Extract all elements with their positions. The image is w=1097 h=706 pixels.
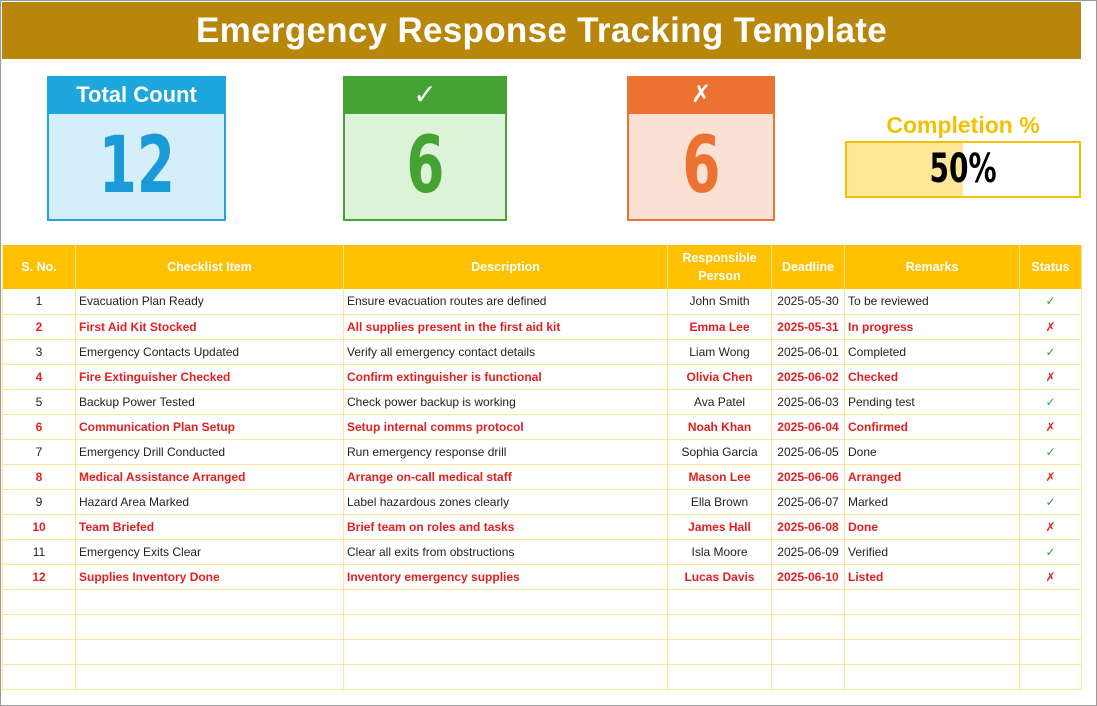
- cell-deadline[interactable]: 2025-05-31: [772, 314, 845, 339]
- total-count-body: [47, 114, 226, 221]
- empty-cell[interactable]: [3, 664, 76, 689]
- cell-deadline[interactable]: 2025-06-10: [772, 564, 845, 589]
- empty-cell[interactable]: [76, 589, 344, 614]
- empty-cell[interactable]: [772, 614, 845, 639]
- cell-sno[interactable]: 5: [3, 389, 76, 414]
- cell-sno[interactable]: 9: [3, 489, 76, 514]
- total-count-card: [47, 76, 226, 221]
- cell-description[interactable]: Brief team on roles and tasks: [344, 514, 668, 539]
- pending-count-body: [627, 114, 775, 221]
- status-cross-icon[interactable]: ✗: [1020, 464, 1082, 489]
- empty-cell[interactable]: [344, 639, 668, 664]
- empty-cell[interactable]: [1020, 639, 1082, 664]
- empty-cell[interactable]: [772, 639, 845, 664]
- cell-checklist-item[interactable]: Medical Assistance Arranged: [76, 464, 344, 489]
- completion-progress-bar: [845, 141, 1081, 198]
- empty-cell[interactable]: [668, 664, 772, 689]
- cell-remarks[interactable]: Completed: [845, 339, 1020, 364]
- cell-deadline[interactable]: 2025-06-08: [772, 514, 845, 539]
- cell-sno[interactable]: 11: [3, 539, 76, 564]
- cell-description[interactable]: Check power backup is working: [344, 389, 668, 414]
- table-header-row: [3, 245, 1082, 289]
- completion-value: 50%: [929, 146, 997, 192]
- status-check-icon[interactable]: ✓: [1020, 439, 1082, 464]
- table-row: [3, 464, 1082, 489]
- status-check-icon[interactable]: ✓: [1020, 389, 1082, 414]
- cell-responsible-person[interactable]: Ella Brown: [668, 489, 772, 514]
- pending-count-card: [627, 76, 775, 221]
- cell-sno[interactable]: 4: [3, 364, 76, 389]
- empty-row: [3, 639, 1082, 664]
- total-count-value: 12: [98, 121, 175, 211]
- page-title: Emergency Response Tracking Template: [2, 2, 1081, 59]
- empty-cell[interactable]: [668, 589, 772, 614]
- cell-sno[interactable]: 10: [3, 514, 76, 539]
- table-row: [3, 539, 1082, 564]
- cell-responsible-person[interactable]: Ava Patel: [668, 389, 772, 414]
- cell-checklist-item[interactable]: Fire Extinguisher Checked: [76, 364, 344, 389]
- cell-deadline[interactable]: 2025-06-06: [772, 464, 845, 489]
- cell-sno[interactable]: 2: [3, 314, 76, 339]
- cell-deadline[interactable]: 2025-06-09: [772, 539, 845, 564]
- table-row: [3, 489, 1082, 514]
- completed-count-body: [343, 114, 507, 221]
- empty-cell[interactable]: [344, 664, 668, 689]
- checklist-table: [2, 245, 1082, 690]
- table-row: [3, 314, 1082, 339]
- table-row: [3, 414, 1082, 439]
- cell-remarks[interactable]: Marked: [845, 489, 1020, 514]
- empty-cell[interactable]: [1020, 614, 1082, 639]
- total-count-label: Total Count: [47, 76, 226, 114]
- cell-description[interactable]: Ensure evacuation routes are defined: [344, 289, 668, 314]
- cell-sno[interactable]: 8: [3, 464, 76, 489]
- empty-cell[interactable]: [76, 614, 344, 639]
- cell-description[interactable]: Confirm extinguisher is functional: [344, 364, 668, 389]
- cell-deadline[interactable]: 2025-06-01: [772, 339, 845, 364]
- header-responsible-person[interactable]: Responsible Person: [668, 245, 772, 289]
- cell-remarks[interactable]: Verified: [845, 539, 1020, 564]
- cross-icon: ✗: [627, 76, 775, 114]
- empty-cell[interactable]: [3, 614, 76, 639]
- empty-cell[interactable]: [76, 664, 344, 689]
- cell-description[interactable]: Inventory emergency supplies: [344, 564, 668, 589]
- cell-checklist-item[interactable]: Team Briefed: [76, 514, 344, 539]
- cell-remarks[interactable]: Arranged: [845, 464, 1020, 489]
- pending-count-value: 6: [681, 121, 721, 211]
- check-icon: ✓: [343, 76, 507, 114]
- header-checklist-item[interactable]: Checklist Item: [76, 245, 344, 289]
- cell-checklist-item[interactable]: Hazard Area Marked: [76, 489, 344, 514]
- empty-row: [3, 664, 1082, 689]
- cell-description[interactable]: Run emergency response drill: [344, 439, 668, 464]
- table-row: [3, 439, 1082, 464]
- cell-description[interactable]: Arrange on-call medical staff: [344, 464, 668, 489]
- cell-responsible-person[interactable]: Olivia Chen: [668, 364, 772, 389]
- cell-sno[interactable]: 1: [3, 289, 76, 314]
- empty-row: [3, 589, 1082, 614]
- header-deadline[interactable]: Deadline: [772, 245, 845, 289]
- cell-sno[interactable]: 6: [3, 414, 76, 439]
- cell-responsible-person[interactable]: Sophia Garcia: [668, 439, 772, 464]
- empty-cell[interactable]: [845, 664, 1020, 689]
- status-cross-icon[interactable]: ✗: [1020, 514, 1082, 539]
- empty-cell[interactable]: [344, 614, 668, 639]
- status-check-icon[interactable]: ✓: [1020, 289, 1082, 314]
- cell-remarks[interactable]: To be reviewed: [845, 289, 1020, 314]
- empty-cell[interactable]: [668, 639, 772, 664]
- status-cross-icon[interactable]: ✗: [1020, 414, 1082, 439]
- cell-checklist-item[interactable]: Supplies Inventory Done: [76, 564, 344, 589]
- completion-label: Completion %: [886, 112, 1040, 138]
- empty-cell[interactable]: [76, 639, 344, 664]
- cell-responsible-person[interactable]: James Hall: [668, 514, 772, 539]
- empty-cell[interactable]: [772, 589, 845, 614]
- cell-checklist-item[interactable]: Evacuation Plan Ready: [76, 289, 344, 314]
- completed-count-card: [343, 76, 507, 221]
- table-row: [3, 514, 1082, 539]
- cell-responsible-person[interactable]: Noah Khan: [668, 414, 772, 439]
- cell-remarks[interactable]: Confirmed: [845, 414, 1020, 439]
- empty-cell[interactable]: [845, 639, 1020, 664]
- cell-remarks[interactable]: Listed: [845, 564, 1020, 589]
- cell-responsible-person[interactable]: John Smith: [668, 289, 772, 314]
- cell-sno[interactable]: 3: [3, 339, 76, 364]
- empty-row: [3, 614, 1082, 639]
- cell-remarks[interactable]: Pending test: [845, 389, 1020, 414]
- empty-cell[interactable]: [3, 639, 76, 664]
- empty-cell[interactable]: [344, 589, 668, 614]
- table-row: [3, 564, 1082, 589]
- cell-deadline[interactable]: 2025-06-04: [772, 414, 845, 439]
- cell-sno[interactable]: 12: [3, 564, 76, 589]
- header-sno[interactable]: S. No.: [3, 245, 76, 289]
- cell-checklist-item[interactable]: Emergency Exits Clear: [76, 539, 344, 564]
- cell-responsible-person[interactable]: Emma Lee: [668, 314, 772, 339]
- cell-remarks[interactable]: Done: [845, 514, 1020, 539]
- cell-description[interactable]: Verify all emergency contact details: [344, 339, 668, 364]
- table-row: [3, 339, 1082, 364]
- cell-deadline[interactable]: 2025-06-02: [772, 364, 845, 389]
- cell-checklist-item[interactable]: First Aid Kit Stocked: [76, 314, 344, 339]
- cell-description[interactable]: Label hazardous zones clearly: [344, 489, 668, 514]
- cell-description[interactable]: Setup internal comms protocol: [344, 414, 668, 439]
- cell-description[interactable]: Clear all exits from obstructions: [344, 539, 668, 564]
- status-cross-icon[interactable]: ✗: [1020, 314, 1082, 339]
- table-row: [3, 364, 1082, 389]
- cell-deadline[interactable]: 2025-05-30: [772, 289, 845, 314]
- cell-checklist-item[interactable]: Emergency Contacts Updated: [76, 339, 344, 364]
- empty-cell[interactable]: [845, 614, 1020, 639]
- table-row: [3, 389, 1082, 414]
- status-cross-icon[interactable]: ✗: [1020, 564, 1082, 589]
- header-remarks[interactable]: Remarks: [845, 245, 1020, 289]
- empty-cell[interactable]: [772, 664, 845, 689]
- status-check-icon[interactable]: ✓: [1020, 539, 1082, 564]
- status-cross-icon[interactable]: ✗: [1020, 364, 1082, 389]
- cell-checklist-item[interactable]: Communication Plan Setup: [76, 414, 344, 439]
- empty-cell[interactable]: [1020, 664, 1082, 689]
- cell-deadline[interactable]: 2025-06-07: [772, 489, 845, 514]
- status-check-icon[interactable]: ✓: [1020, 339, 1082, 364]
- header-description[interactable]: Description: [344, 245, 668, 289]
- cell-responsible-person[interactable]: Liam Wong: [668, 339, 772, 364]
- cell-deadline[interactable]: 2025-06-03: [772, 389, 845, 414]
- status-check-icon[interactable]: ✓: [1020, 489, 1082, 514]
- cell-description[interactable]: All supplies present in the first aid kit: [344, 314, 668, 339]
- cell-responsible-person[interactable]: Isla Moore: [668, 539, 772, 564]
- empty-cell[interactable]: [668, 614, 772, 639]
- completed-count-value: 6: [405, 121, 445, 211]
- empty-cell[interactable]: [1020, 589, 1082, 614]
- table-row: [3, 289, 1082, 314]
- empty-cell[interactable]: [3, 589, 76, 614]
- header-status[interactable]: Status: [1020, 245, 1082, 289]
- cell-checklist-item[interactable]: Emergency Drill Conducted: [76, 439, 344, 464]
- cell-responsible-person[interactable]: Mason Lee: [668, 464, 772, 489]
- cell-deadline[interactable]: 2025-06-05: [772, 439, 845, 464]
- cell-sno[interactable]: 7: [3, 439, 76, 464]
- cell-remarks[interactable]: Done: [845, 439, 1020, 464]
- empty-cell[interactable]: [845, 589, 1020, 614]
- cell-responsible-person[interactable]: Lucas Davis: [668, 564, 772, 589]
- cell-checklist-item[interactable]: Backup Power Tested: [76, 389, 344, 414]
- cell-remarks[interactable]: In progress: [845, 314, 1020, 339]
- cell-remarks[interactable]: Checked: [845, 364, 1020, 389]
